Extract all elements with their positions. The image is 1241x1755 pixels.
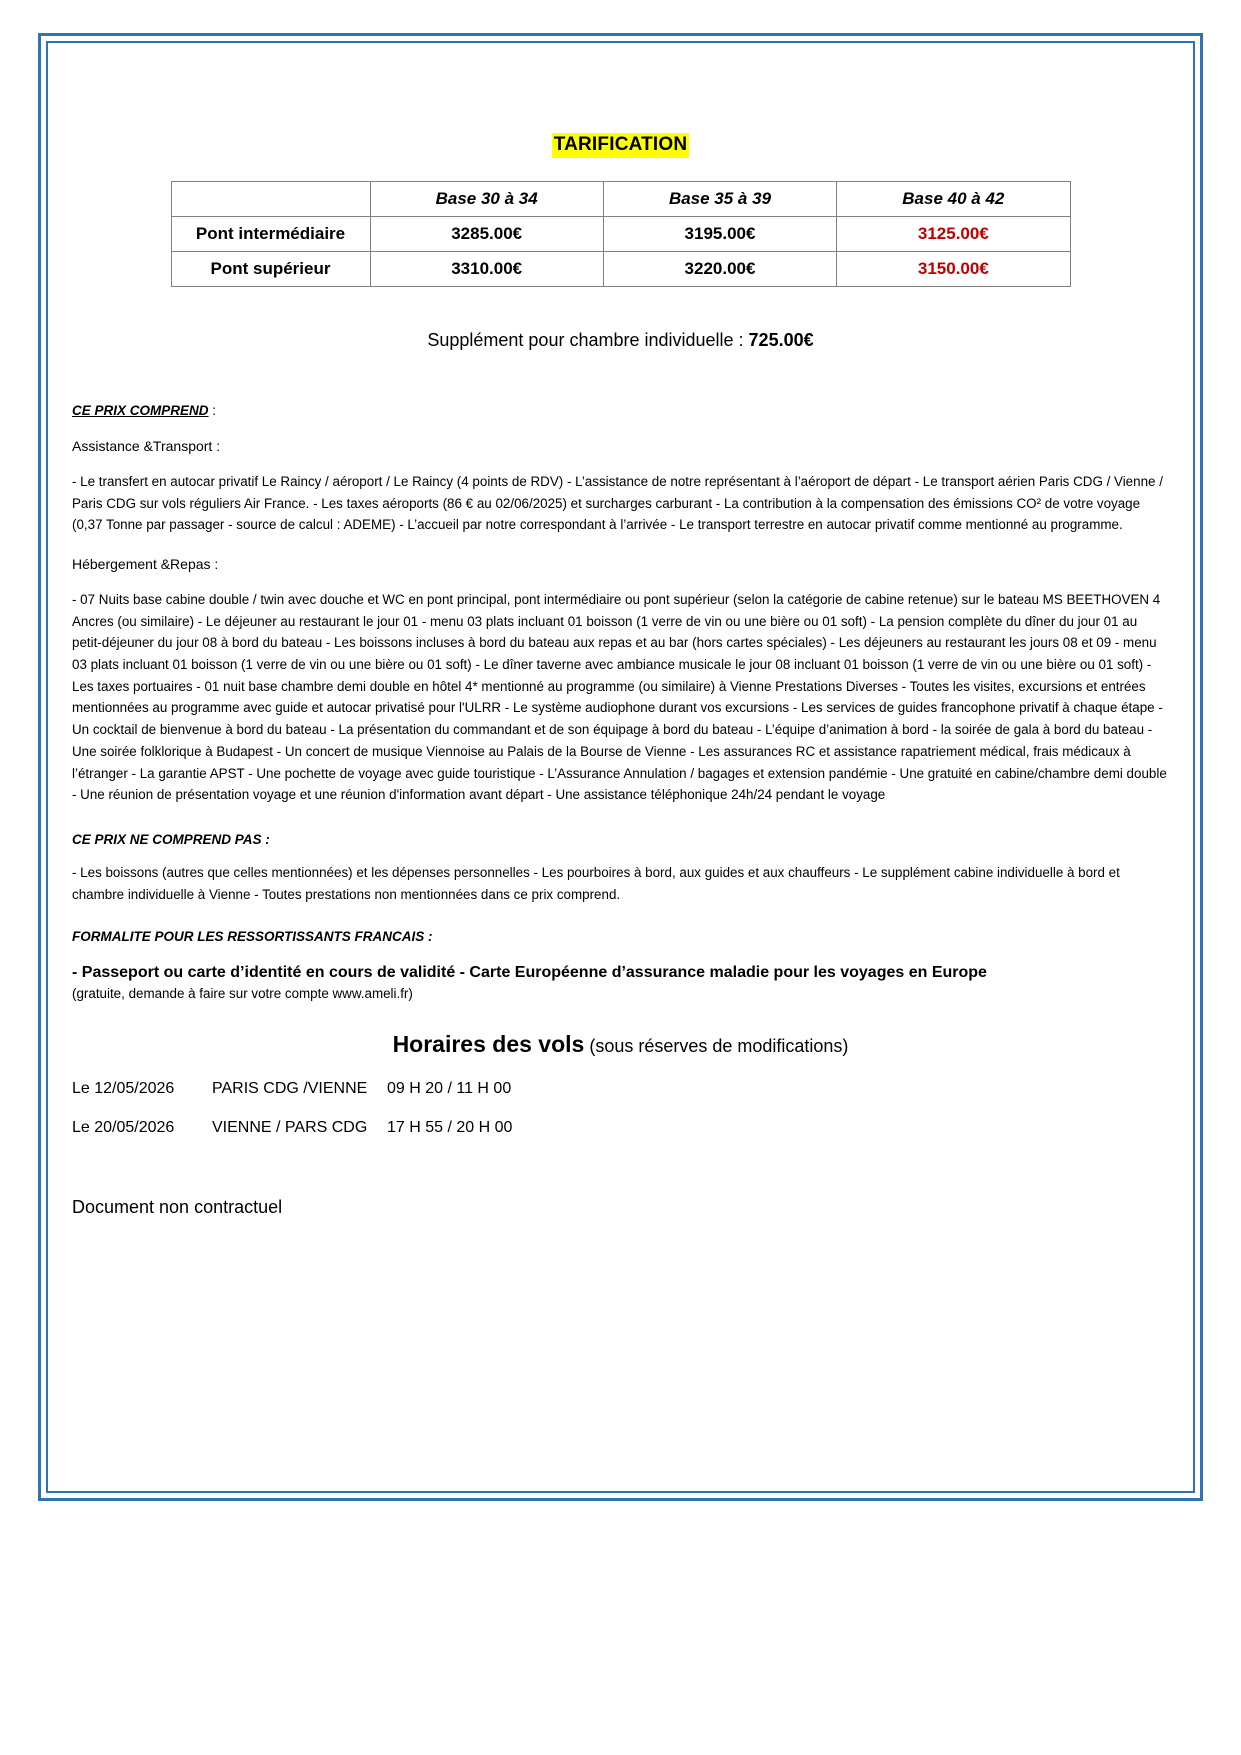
flights-heading-main: Horaires des vols [392, 1030, 585, 1057]
table-header-row [171, 181, 1070, 216]
table-cell-price: 3195.00€ [603, 216, 836, 251]
subheading-transport: Assistance &Transport : [72, 437, 221, 454]
supplement-amount: 725.00€ [748, 329, 814, 350]
footer-note: Document non contractuel [72, 1196, 283, 1217]
single-room-supplement [72, 330, 1169, 351]
section-heading-excludes-suffix: : [261, 831, 270, 847]
formalities-sub-line: (gratuite, demande à faire sur votre compte www.ameli.fr) [72, 985, 413, 1001]
section-heading-formalities-text: FORMALITE POUR LES RESSORTISSANTS FRANCAIS [72, 929, 425, 945]
section-heading-excludes [72, 832, 1169, 847]
section-heading-includes-text: CE PRIX COMPREND [72, 402, 209, 418]
table-cell-price-highlighted: 3150.00€ [837, 251, 1070, 286]
table-column-header: Base 40 à 42 [837, 181, 1070, 216]
flight-times: 09 H 20 / 11 H 00 [387, 1079, 512, 1097]
paragraph-lodging: - 07 Nuits base cabine double / twin avec douche et WC en pont principal, pont intermédiaire ou pont supérieur (selon la catégorie de cabine retenue) sur le bateau MS BEETHOVEN 4 Ancres (ou similaire) - Le déjeuner au restaurant le jour 01 - menu 03 plats incluant 01 boisson (1 verre de vin ou une bière ou 01 soft) - La pension complète du dîner du jour 01 au petit-déjeuner du jour 08 à bord du bateau - Les boissons incluses à bord du bateau aux repas et au bar (hors cartes spéciales) - Les déjeuners au restaurant les jours 08 et 09 - menu 03 plats incluant 01 boisson (1 verre de vin ou une bière ou 01 soft) - Le dîner taverne avec ambiance musicale le jour 08 incluant 01 boisson (1 verre de vin ou une bière ou 01 soft) - Les taxes portuaires - 01 nuit base chambre demi double en hôtel 4* mentionné au programme (ou similaire) à Vienne Prestations Diverses - Toutes les visites, excursions et entrées mentionnées au programme avec guide et autocar privatisé pour l'ULRR - Le système audiophone durant vos excursions - Les services de guides francophone privatif à chaque étape - Un cocktail de bienvenue à bord du bateau - La présentation du commandant et de son équipage à bord du bateau - L’équipe d’animation à bord - la soirée de gala à bord du bateau - Une soirée folklorique à Budapest - Un concert de musique Viennoise au Palais de la Bourse de Vienne - Les assurances RC et assistance rapatriement médical, frais médicaux à l’étranger - La garantie APST - Une pochette de voyage avec guide touristique - L’Assurance Annulation / bagages et extension pandémie - Une gratuité en cabine/chambre demi double - Une réunion de présentation voyage et une réunion d'information avant départ - Une assistance téléphonique 24h/24 pendant le voyage [72, 591, 1167, 803]
page-border-inner [46, 41, 1195, 1493]
table-column-header: Base 35 à 39 [603, 181, 836, 216]
page-title: TARIFICATION [552, 133, 690, 158]
section-heading-formalities-suffix: : [424, 929, 433, 945]
table-row [171, 251, 1070, 286]
paragraph-transport: - Le transfert en autocar privatif Le Raincy / aéroport / Le Raincy (4 points de RDV) - L’assistance de notre représentant à l’aéroport de départ - Le transport aérien Paris CDG / Vienne / Paris CDG sur vols réguliers Air France. - Les taxes aéroports (86 € au 02/06/2025) et surcharges carburant - La contribution à la compensation des émissions CO² de votre voyage (0,37 Tonne par passager - source de calcul : ADEME) - L’accueil par notre correspondant à l’arrivée - Le transport terrestre en autocar privatif comme mentionné au programme. [72, 473, 1163, 533]
flight-date: Le 12/05/2026 [72, 1079, 175, 1097]
section-heading-excludes-text: CE PRIX NE COMPREND PAS [72, 831, 262, 847]
pricing-table [171, 181, 1071, 287]
formalities-main-line: - Passeport ou carte d’identité en cours de validité - Carte Européenne d’assurance maladie pour les voyages en Europe [72, 964, 987, 982]
flight-times: 17 H 55 / 20 H 00 [387, 1118, 513, 1136]
page-border-outer [38, 33, 1203, 1501]
table-cell-price: 3220.00€ [603, 251, 836, 286]
table-corner-cell [171, 181, 370, 216]
flight-row [72, 1080, 1169, 1098]
document-content [72, 63, 1169, 1481]
table-row-label: Pont intermédiaire [171, 216, 370, 251]
flight-route: VIENNE / PARS CDG [212, 1118, 368, 1136]
page-title-container [72, 133, 1169, 158]
paragraph-excludes: - Les boissons (autres que celles mentionnées) et les dépenses personnelles - Les pourboires à bord, aux guides et aux chauffeurs - Le supplément cabine individuelle à bord et chambre individuelle à Vienne - Toutes prestations non mentionnées dans ce prix comprend. [72, 864, 1120, 902]
table-cell-price: 3285.00€ [370, 216, 603, 251]
supplement-label: Supplément pour chambre individuelle : [427, 329, 749, 350]
table-cell-price-highlighted: 3125.00€ [837, 216, 1070, 251]
flights-heading [72, 1031, 1169, 1059]
section-heading-includes-suffix: : [208, 402, 217, 418]
table-column-header: Base 30 à 34 [370, 181, 603, 216]
flight-date: Le 20/05/2026 [72, 1118, 175, 1136]
table-row [171, 216, 1070, 251]
flight-route: PARIS CDG /VIENNE [212, 1079, 368, 1097]
flight-row [72, 1119, 1169, 1137]
section-heading-includes [72, 403, 1169, 418]
flights-heading-sub: (sous réserves de modifications) [584, 1035, 849, 1056]
table-row-label: Pont supérieur [171, 251, 370, 286]
table-cell-price: 3310.00€ [370, 251, 603, 286]
subheading-lodging: Hébergement &Repas : [72, 555, 219, 572]
section-heading-formalities [72, 929, 1169, 944]
